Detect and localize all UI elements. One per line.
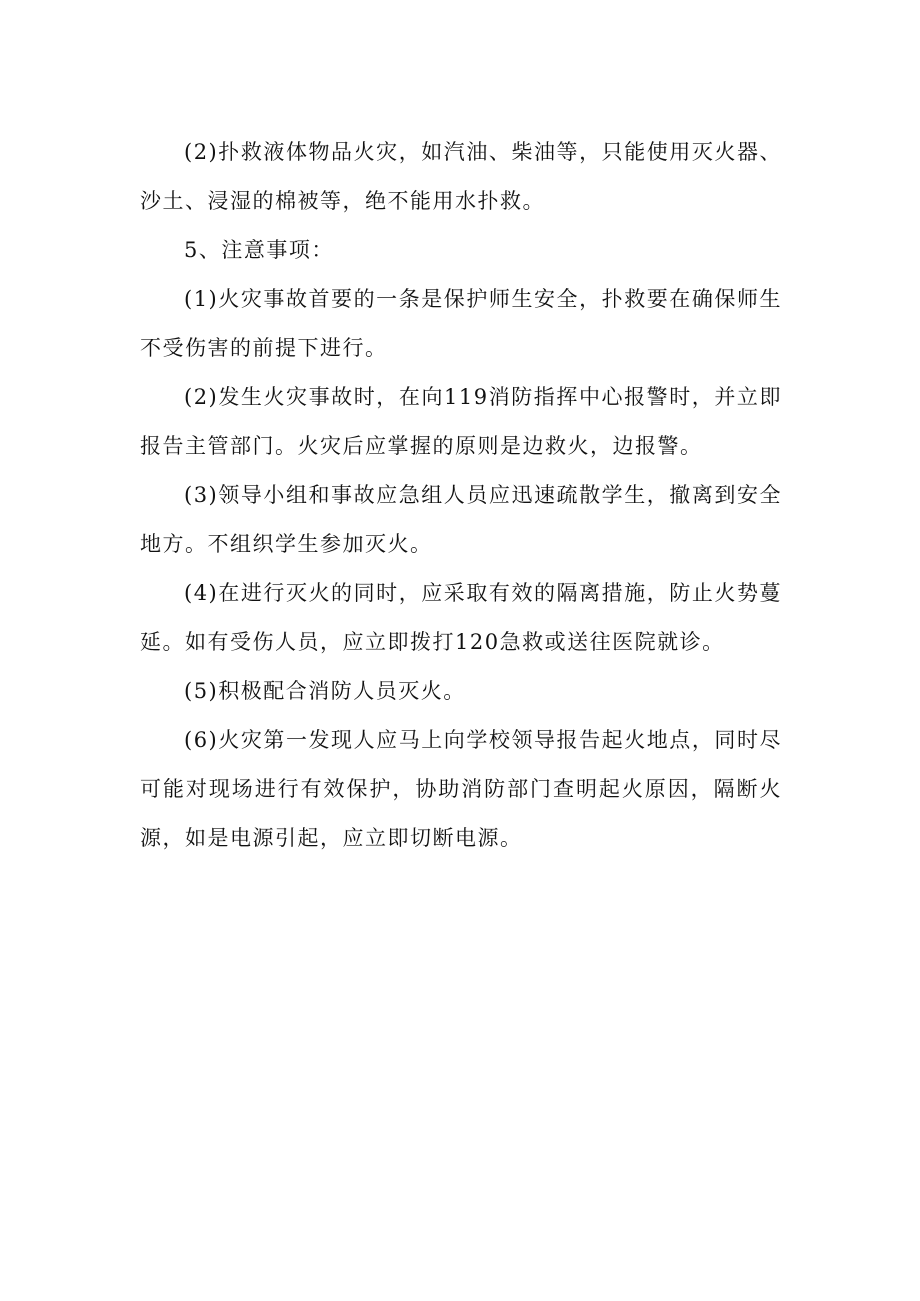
paragraph-extinguish-liquid-fire: (2)扑救液体物品火灾，如汽油、柴油等，只能使用灭火器、沙土、浸湿的棉被等，绝不能用水扑救。: [140, 140, 782, 213]
paragraph-first-discoverer: (6)火灾第一发现人应马上向学校领导报告起火地点，同时尽可能对现场进行有效保护，协助消防部门查明起火原因，隔断火源，如是电源引起，应立即切断电源。: [140, 728, 782, 850]
document-body: [140, 128, 782, 863]
paragraph-report-119: (2)发生火灾事故时，在向119消防指挥中心报警时，并立即报告主管部门。火灾后应掌握的原则是边救火，边报警。: [140, 385, 782, 458]
paragraph-isolation-measures: (4)在进行灭火的同时，应采取有效的隔离措施，防止火势蔓延。如有受伤人员，应立即拨打120急救或送往医院就诊。: [140, 581, 782, 654]
section-heading-precautions: 5、注意事项：: [184, 238, 334, 262]
paragraph-evacuate-students: (3)领导小组和事故应急组人员应迅速疏散学生，撤离到安全地方。不组织学生参加灭火。: [140, 483, 782, 556]
paragraph-safety-first: (1)火灾事故首要的一条是保护师生安全，扑救要在确保师生不受伤害的前提下进行。: [140, 287, 782, 360]
paragraph-cooperate-firefighters: (5)积极配合消防人员灭火。: [184, 679, 466, 703]
